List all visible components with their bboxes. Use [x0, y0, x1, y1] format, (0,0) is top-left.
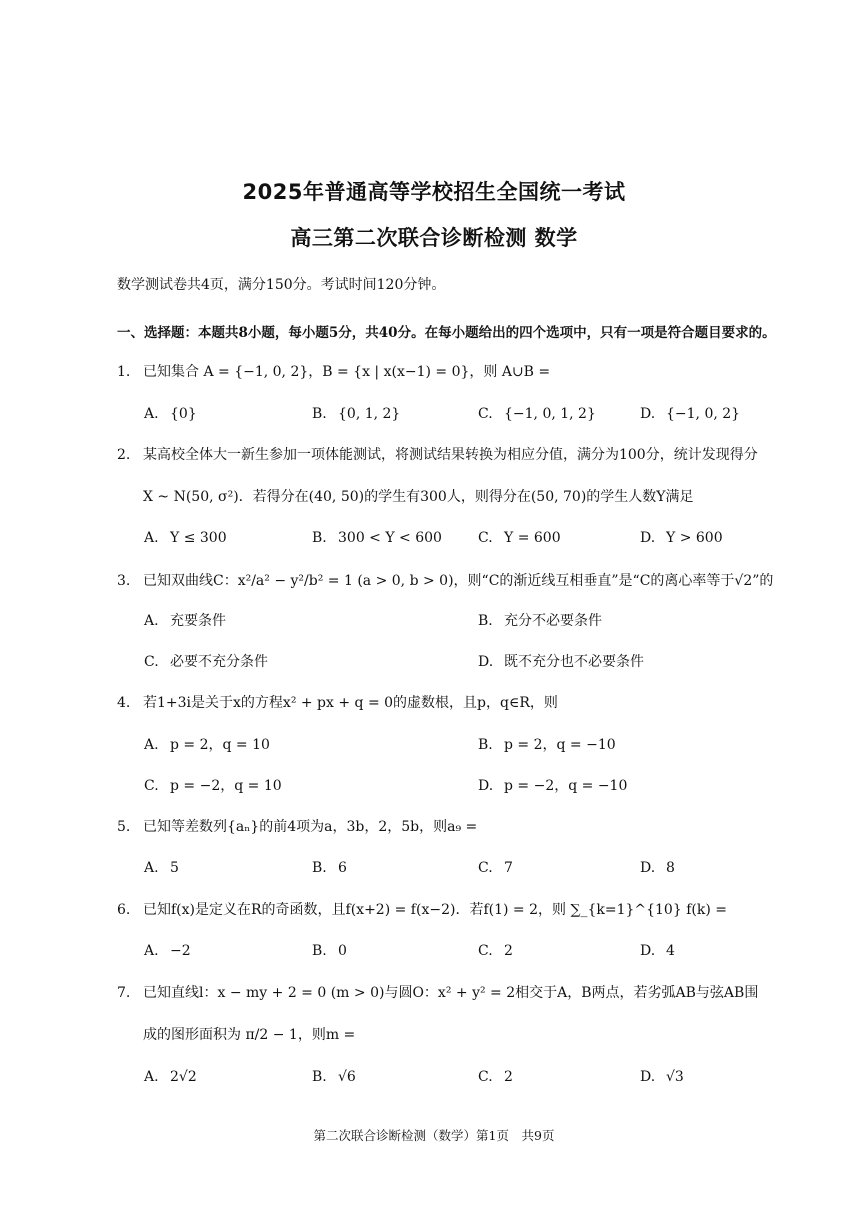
- question-text: 某高校全体大一新生参加一项体能测试，将测试结果转换为相应分值，满分为100分，统计发现得分: [143, 447, 758, 463]
- option-label: C.: [478, 1069, 493, 1085]
- option-label: A.: [144, 1069, 159, 1085]
- option-label: B.: [312, 860, 327, 876]
- option-label: B.: [312, 943, 327, 959]
- option-c: [144, 775, 282, 797]
- option-text: 4: [666, 943, 675, 959]
- option-c: [478, 1066, 513, 1088]
- option-c: [478, 527, 561, 549]
- option-b: [312, 527, 442, 549]
- option-text: Y > 600: [666, 530, 723, 546]
- option-text: Y ≤ 300: [170, 530, 227, 546]
- option-label: D.: [640, 1069, 656, 1085]
- option-d: [640, 527, 723, 549]
- option-label: A.: [144, 530, 159, 546]
- option-text: Y = 600: [504, 530, 561, 546]
- option-label: B.: [312, 1069, 327, 1085]
- option-c: [144, 651, 268, 673]
- option-label: D.: [640, 860, 656, 876]
- option-d: [640, 403, 740, 425]
- option-d: [478, 775, 627, 797]
- option-a: [144, 527, 227, 549]
- option-text: 2√2: [170, 1069, 197, 1085]
- option-a: [144, 1066, 197, 1088]
- question-text: 已知双曲线C：x²/a² − y²/b² = 1 (a > 0, b > 0)，则“C的渐近线互相垂直”是“C的离心率等于√2”的: [143, 573, 774, 589]
- option-label: D.: [640, 406, 656, 422]
- option-b: [478, 610, 602, 632]
- option-text: p = 2，q = 10: [170, 737, 270, 753]
- question-text: 已知集合 A = {−1, 0, 2}，B = {x | x(x−1) = 0}，则 A∪B =: [143, 364, 551, 380]
- option-label: C.: [478, 530, 493, 546]
- option-label: A.: [144, 737, 159, 753]
- question-number: 5.: [117, 819, 131, 835]
- option-text: √3: [666, 1069, 684, 1085]
- option-b: [312, 1066, 356, 1088]
- question-1: [117, 361, 550, 383]
- option-label: B.: [312, 530, 327, 546]
- option-text: 300 < Y < 600: [338, 530, 442, 546]
- option-text: 5: [170, 860, 179, 876]
- option-text: 0: [338, 943, 347, 959]
- option-label: C.: [144, 654, 159, 670]
- option-text: {−1, 0, 2}: [666, 406, 741, 422]
- option-c: [478, 940, 513, 962]
- option-c: [478, 857, 513, 879]
- option-label: C.: [478, 860, 493, 876]
- option-b: [478, 734, 616, 756]
- exam-subtitle: 高三第二次联合诊断检测 数学: [290, 226, 578, 250]
- option-label: A.: [144, 943, 159, 959]
- option-text: 既不充分也不必要条件: [504, 654, 644, 670]
- option-a: [144, 734, 270, 756]
- question-text: 已知f(x)是定义在R的奇函数，且f(x+2) = f(x−2)．若f(1) = 2，则 ∑_{k=1}^{10} f(k) =: [143, 902, 727, 918]
- option-text: 2: [504, 1069, 513, 1085]
- option-label: D.: [478, 654, 494, 670]
- option-text: 8: [666, 860, 675, 876]
- question-7: [117, 982, 758, 1004]
- option-text: 7: [504, 860, 513, 876]
- option-text: 必要不充分条件: [170, 654, 268, 670]
- question-number: 1.: [117, 364, 131, 380]
- option-text: 6: [338, 860, 347, 876]
- option-label: C.: [478, 943, 493, 959]
- option-b: [312, 940, 347, 962]
- question-5: [117, 816, 477, 838]
- option-label: A.: [144, 406, 159, 422]
- exam-intro: 数学测试卷共4页，满分150分。考试时间120分钟。: [117, 277, 446, 293]
- question-3: [117, 570, 773, 592]
- option-label: B.: [478, 613, 493, 629]
- option-label: D.: [478, 778, 494, 794]
- option-label: C.: [144, 778, 159, 794]
- option-a: [144, 610, 226, 632]
- option-label: A.: [144, 613, 159, 629]
- option-a: [144, 857, 179, 879]
- option-b: [312, 857, 347, 879]
- option-text: {0, 1, 2}: [338, 406, 401, 422]
- question-4: [117, 692, 558, 714]
- question-6: [117, 899, 727, 921]
- option-d: [640, 940, 675, 962]
- option-d: [640, 857, 675, 879]
- option-label: D.: [640, 943, 656, 959]
- option-d: [640, 1066, 684, 1088]
- option-label: A.: [144, 860, 159, 876]
- option-text: −2: [170, 943, 191, 959]
- option-text: p = −2，q = 10: [170, 778, 282, 794]
- option-label: B.: [312, 406, 327, 422]
- option-label: D.: [640, 530, 656, 546]
- question-text: 已知直线l：x − my + 2 = 0 (m > 0)与圆O：x² + y² = 2相交于A，B两点，若劣弧AB与弦AB围: [143, 985, 759, 1001]
- option-d: [478, 651, 644, 673]
- question-2-continued: X ~ N(50, σ²)．若得分在(40, 50)的学生有300人，则得分在(50, 70)的学生人数Y满足: [143, 489, 694, 505]
- option-b: [312, 403, 400, 425]
- question-number: 4.: [117, 695, 131, 711]
- option-a: [144, 403, 197, 425]
- option-text: √6: [338, 1069, 356, 1085]
- section-heading: 一、选择题：本题共8小题，每小题5分，共40分。在每小题给出的四个选项中，只有一项是符合题目要求的。: [117, 325, 776, 341]
- option-text: 充分不必要条件: [504, 613, 602, 629]
- option-text: {−1, 0, 1, 2}: [504, 406, 596, 422]
- page-footer: 第二次联合诊断检测（数学）第1页 共9页: [313, 1128, 555, 1143]
- option-c: [478, 403, 596, 425]
- question-text: 若1+3i是关于x的方程x² + px + q = 0的虚数根，且p，q∈R，则: [143, 695, 558, 711]
- option-text: {0}: [170, 406, 197, 422]
- option-label: B.: [478, 737, 493, 753]
- question-number: 7.: [117, 985, 131, 1001]
- question-number: 2.: [117, 447, 131, 463]
- exam-title: 2025年普通高等学校招生全国统一考试: [242, 180, 626, 204]
- question-text: 已知等差数列{aₙ}的前4项为a，3b，2，5b，则a₉ =: [143, 819, 478, 835]
- option-text: p = 2，q = −10: [504, 737, 616, 753]
- question-number: 3.: [117, 573, 131, 589]
- option-label: C.: [478, 406, 493, 422]
- question-number: 6.: [117, 902, 131, 918]
- option-text: 2: [504, 943, 513, 959]
- question-7-continued: 成的图形面积为 π/2 − 1，则m =: [143, 1027, 356, 1043]
- question-2: [117, 444, 758, 466]
- option-a: [144, 940, 191, 962]
- option-text: p = −2，q = −10: [504, 778, 628, 794]
- option-text: 充要条件: [170, 613, 226, 629]
